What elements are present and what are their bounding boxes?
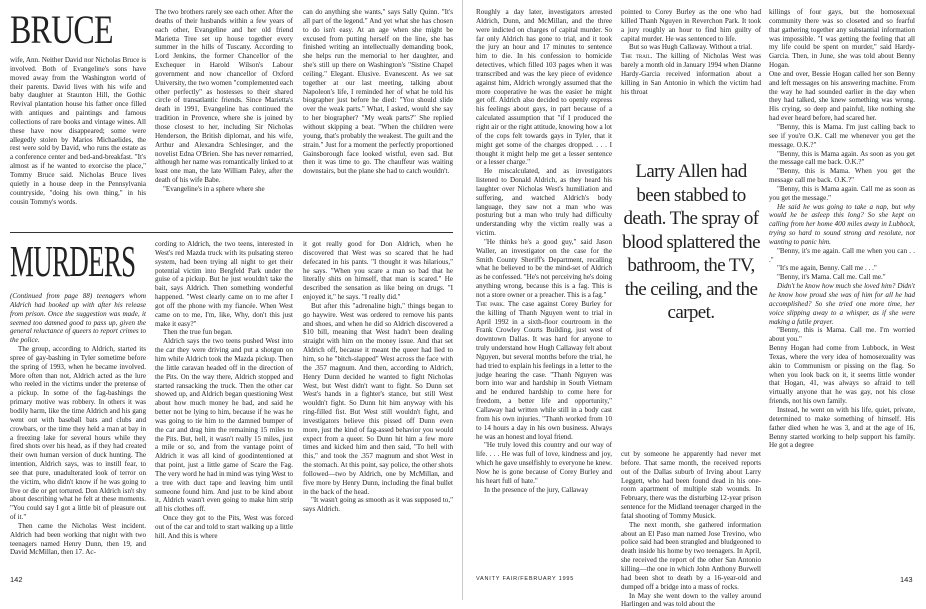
- right-col2-section-trail: [621, 52, 761, 96]
- right-col3-text-e: "Benny, this is Mama. When you get the message call me back. O.K.?": [769, 167, 915, 185]
- right-column-2-bottom: [621, 450, 761, 567]
- bruce-col2-text-b: "Evangeline's in a sphere where she: [155, 185, 293, 194]
- bruce-col2-text: The two brothers rarely see each other. After the deaths of their husbands within a few years of each other, Evangeline and her old friend Marietta Tree set up house together every summer in the hills of Tuscany. According to Lord Jenkins, the former Chancellor of the Exchequer in Harold Wilson's Labour government and now chancellor of Oxford University, the two women "complemented each other perfectly" as hostesses to their shared circle of transatlantic friends. Since Marietta's death in 1991, Evangeline has continued the tradition in Provence, where she is joined by those closest to her, including Sir Nicholas Henderson, the British diplomat, and his wife, Arthur and Alexandra Schlesinger, and the novelist Edna O'Brien. She has never remarried, although her name was romantically linked to at least one man, the late William Paley, after the death of his wife Babe.: [155, 8, 293, 185]
- right-col2-text-d: cut by someone he apparently had never met before. That same month, the received reports out of the Dallas suburb of Irving about Larry Leggett, who had been found dead in his one-room apartment of multiple stab wounds. In February, there was the disturbing 12-year prison sentence for the Midland teenager charged in the fatal shooting of Tommy Musick.: [621, 450, 761, 521]
- murders-heading: MURDERS: [10, 240, 135, 284]
- murders-column-1: [10, 292, 146, 567]
- bruce-heading: BRUCE: [10, 10, 113, 50]
- section-divider: [10, 232, 453, 233]
- right-col2-text-b: But so was Hugh Callaway. Without a trial.: [621, 43, 761, 52]
- right-col3-text-c: "Benny, this is Mama. I'm just calling back to see if you're O.K. Call me whenever you get the message. O.K.?": [769, 123, 915, 150]
- right-col3-text-f: "Benny, this is Mama again. Call me as soon as you get the message.": [769, 185, 915, 203]
- murders-col3-text: it got really good for Don Aldrich, when he discovered that West was so scared that he had defecated in his pants. "I thought it was hilarious," he says. "When you scare a man so bad that he literally shits on himself, that man is scared." He described the sensation as like being on drugs. "I enjoyed it," he says. "I really did.": [303, 240, 453, 302]
- right-col2-text-a: pointed to Corey Burley as the one who had killed Thanh Nguyen in Reverchon Park. It took a jury roughly an hour to find him guilty of capital murder. He was sentenced to life.: [621, 8, 761, 43]
- right-col3-text-n: Instead, he went on with his life, quiet, private, determined to make something of himself. His father died when he was 3, and at the age of 16, Benny started working to help support his family. He got a degree: [769, 406, 915, 450]
- right-column-1: [476, 8, 612, 567]
- murders-col1-text-b: The group, according to Aldrich, started its spree of gay-bashing in Tyler sometime before the spring of 1993, when he became involved. More often than not, Aldrich acted as the lure who reeled in the victims under the pretense of a pickup. In some of the fag-bashings the primary motive was robbery. In others it was bodily harm, like the time Aldrich and his gang went out with baseball bats and clubs and crowbars, or the time they held a man at bay in a freezing lake for several hours while they fired shots over his head, as if they had created their own human version of duck hunting. The intention, Aldrich says, was to instill fear, to see that pure, unadulterated look of terror on the victim, who didn't know if he was going to live or die or get tortured. Don Aldrich isn't shy about describing what he felt at these moments. "You could say I got a little bit of pleasure out of it.": [10, 345, 146, 522]
- page-number-left: 142: [10, 575, 23, 584]
- right-page: [463, 0, 926, 600]
- right-col2-text-e: The next month, she gathered information about an El Paso man named Jose Trevino, who police said had been strangled and bludgeoned to death inside his home by two teenagers. In April, she received the report of the other San Antonio killing—the one in which John Anthony Burwell had been shot to death by a 16-year-old and dumped off a bridge into a mass of rocks.: [621, 521, 761, 592]
- right-column-2-top: [621, 8, 761, 158]
- murders-column-2: [155, 240, 293, 567]
- murders-col3-text-b: But after this "adrenaline high," things began to go haywire. West was ordered to remove his pants and shoes, and when he did so Aldrich discovered a $10 bill, meaning that West hadn't been dealing straight with him on the money issue. And that set Aldrich off, because it meant the queer had lied to him, so he "bitch-slapped" West across the face with the .357 magnum. And then, according to Aldrich, Henry Dunn decided he wanted to fight Nicholas West, but West didn't want to fight. So Dunn set West's hands in a fighter's stance, but still West wouldn't fight. So Dunn hit him anyway with his ring-filled fist. But West still wouldn't fight, and investigators believe this pissed off Dunn even more, just the kind of fag-assed behavior you would expect from a queer. So Dunn hit him a few more times and kicked him and then said, "To hell with this," and took the .357 magnum and shot West in the stomach. At this point, say police, the other shots followed—two by Aldrich, one by McMillan, and five more by Henry Dunn, including the final bullet in the back of the head.: [303, 302, 453, 497]
- right-col1-text-e: "He truly loved this country and our way of life. . . . He was full of love, kindness and joy, which he gave unselfishly to everyone he knew. Now he is gone because of Corey Burley and his heart full of hate.": [476, 441, 612, 485]
- right-col1-text-f: In the presence of the jury, Callaway: [476, 486, 612, 495]
- right-col1-text-b: He miscalculated, and as investigators listened to Donald Aldrich, as they heard his laughter over Nicholas West's humiliation and suffering, and watched Aldrich's body language, they saw not a man who was posturing but a man who truly had difficulty understanding why the victim really was a victim.: [476, 167, 612, 238]
- right-col1-section-park: [476, 300, 612, 442]
- murders-col1-text-c: Then came the Nicholas West incident. Aldrich had been working that night with two teenagers named Henry Dunn, then 19, and David McMillan, then 17. Ac-: [10, 522, 146, 557]
- right-col3-text-j: "Benny, it's Mama. Call me. Call me.": [769, 273, 915, 282]
- page-number-right: 143: [900, 575, 913, 584]
- issue-footer: VANITY FAIR/FEBRUARY 1995: [476, 576, 574, 582]
- murders-col3-text-c: "It wasn't going as smooth as it was supposed to," says Aldrich.: [303, 496, 453, 514]
- right-col3-text-d: "Benny, this is Mama again. As soon as you get the message call me back. O.K.?": [769, 150, 915, 168]
- right-column-3: [769, 8, 915, 567]
- murders-col2-text-c: Aldrich says the two teens pushed West into the car they were driving and put a shotgun on him while Aldrich took the Mazda pickup. Then the little caravan headed off in the direction of the Pits. On the way there, Aldrich stopped and started ransacking the truck. Then the other car showed up, and Aldrich began questioning West about how much money he had, and said he better not be lying to him, because if he was he was going to tie him to the damned bumper of the car and drag him the remaining 15 miles to the Pits. But, hell, it wasn't really 15 miles, just a mile or so, and from the vantage point of Aldrich it was all kind of goodintentioned at that point, just a little game of Scare the Fag. The very word he had in mind was tying West to a tree with duct tape and leaving him until someone found him. And just to be kind about it, Aldrich wasn't even going to make him strip all his clothes off.: [155, 337, 293, 514]
- right-col3-text-l: "Benny, this is Mama. Call me. I'm worried about you.": [769, 326, 915, 344]
- murders-col2-text-b: Then the true fun began.: [155, 328, 293, 337]
- right-col3-text-b: One and over, Bessie Hogan called her son Benny and left messages on his answering machine. From the way he had sounded earlier in the day when they had talked, she knew something was wrong. His crying, so deep and painful, like nothing she had ever heard before, had scared her.: [769, 70, 915, 123]
- murders-col1-text-a: (Continued from page 88) teenagers whom Aldrich had hooked up with after his release from prison. Once the suggestion was made, it seemed too damned good to pass up, given the general reluctance of queers to report crimes to the police.: [10, 292, 146, 345]
- bruce-column-2: [155, 8, 293, 224]
- right-col1-text-c: "He thinks he's a good guy," said Jason Waller, an investigator on the case for the Smith County Sheriff's Department, recalling what he believed to be the mind-set of Aldrich as he confessed. "He's not perceiving he's doing anything wrong, because this is a fag. This is not a store owner or a preacher. This is a fag.": [476, 238, 612, 300]
- bruce-col3-text: can do anything she wants," says Sally Quinn. "It's all part of the legend." And yet what she has chosen to do isn't easy. At an age when she might be excused from putting herself on the line, she has finished writing an intellectually demanding book, she helps run the memorial to her daughter, and she's still up there on Washington's "Sistine Chapel ceiling." Elegant. Elusive. Evanescent. As we sat together at our last meeting, talking about Napoleon's life, I reminded her of what he told his biographer just before he died: "You should slide over the weak parts." What, I asked, would she say to her biographer? "My weak parts?" She replied without skipping a beat. "When the children were young, that's probably the weakest. The guilt and the strain." Just for a moment the perfectly proportioned Gainsborough face looked wistful, even sad. But then it was time to go. The chauffeur was waiting downstairs, but the plane she had to catch wouldn't.: [303, 8, 453, 176]
- right-col1-text-a: Roughly a day later, investigators arrested Aldrich, Dunn, and McMillan, and the three were indicted on charges of capital murder. So far only Aldrich has gone to trial, and it took the jury an hour and 17 minutes to sentence him to die. In his confession to homicide detectives, which filled 103 pages when it was transcribed and was the key piece of evidence against him, Aldrich wrongly assumed that the more cooperative he was the easier he might get off. Aldrich also decided to openly express his feelings about gays, in part because of a calculated assumption that "if I produced the right air or the right attitude, knowing how a lot of the cops felt towards gays in Tyler, that it might get some of the charges dropped. . . . I thought it might help me get a lesser sentence or a lesser charge.": [476, 8, 612, 167]
- left-page: [0, 0, 462, 600]
- right-col3-text-g: He said he was going to take a nap, but why would he be asleep this long? So she kept on calling from her home 400 miles away in Lubbock, trying so hard to sound strong and resolute, not wanting to panic him.: [769, 203, 915, 247]
- murders-col2-text-d: Once they got to the Pits, West was forced out of the car and told to start walking up a little hill. And this is where: [155, 514, 293, 541]
- section-lead-park: The park.: [476, 300, 505, 308]
- right-col3-text-a: killings of four gays, but the homosexual community there was so closeted and so fearful that gathering together any substantial information was impossible. "I was getting the feeling that all my life could be spent on murder," said Hardy-Garcia. Then, in June, she was told about Benny Hogan.: [769, 8, 915, 70]
- bruce-col1-text: wife, Ann. Neither David nor Nicholas Bruce is involved. Both of Evangeline's sons have moved away from the Washington world of their parents. David lives with his wife and baby daughter at Staunton Hill, the Gothic Revival plantation house his father once filled with antiques and paintings and famous collections of rare books and vintage wines. All these have now disappeared; some were allegedly stolen by Marios Michaelides, the rest were sold by David, who runs the estate as a conference center and bed-and-breakfast. "It's almost as if he wanted to exorcise the place," Tommy Bruce said. Nicholas Bruce lives quietly in a house deep in the Pennsylvania countryside, "doing his own thing," in his cousin Tommy's words.: [10, 56, 146, 206]
- murders-col2-text: cording to Aldrich, the two teens, interested in West's red Mazda truck with its pulsating stereo system, had been trying all night to get their potential victim into Bergfeld Park under the guise of a pickup. But he just wouldn't take the bait, says Aldrich. Then something wonderful happened. "West clearly came on to me after I got off the phone with my fiancée. When West came on to me, I'm, like, Why, don't this just make it easy?": [155, 240, 293, 328]
- pull-quote: Larry Allen had been stabbed to death. The spray of blood splattered the bathroom, the TV, the ceiling, and the carpet.: [621, 160, 761, 450]
- section-lead-trail: The trail.: [621, 52, 652, 60]
- right-col1-text-d: The case against Corey Burley for the killing of Thanh Nguyen went to trial in April 1992 in a sixth-floor courtroom in the Frank Crowley Courts Building, just west of downtown Dallas. It was hard for anyone to truly understand how Hugh Callaway felt about Nguyen, but several months before the trial, he had tried to explain his feelings in a letter to the judge hearing the case. "Thanh Nguyen was born into war and hardship in South Vietnam and he endured hardship to come here for freedom, a better life and opportunity," Callaway had written while still in a body cast from his own injuries. "Thanh worked from 10 to 14 hours a day in his own business. Always he was an honest and loyal friend.: [476, 300, 612, 441]
- right-col3-text-m: Benny Hogan had come from Lubbock, in West Texas, where the very idea of homosexuality was akin to Communism or pissing on the flag. So when you look back on it, it seems little wonder that Hogan, 41, was always so afraid to tell virtually anyone that he was gay, not his close friends, not his own family.: [769, 344, 915, 406]
- right-col2-text-f: In May she went down to the valley around Harlingen and was told about the: [621, 592, 761, 609]
- murders-column-3: [303, 240, 453, 567]
- bruce-column-1: [10, 56, 146, 261]
- right-col3-text-h: "Benny, it's me again. Call me when you can . . .": [769, 247, 915, 265]
- right-col3-text-i: "It's me again, Benny. Call me . . .": [769, 264, 915, 273]
- bruce-column-3: [303, 8, 453, 224]
- right-col3-text-k: Didn't he know how much she loved him? Didn't he know how proud she was of him for all he had accomplished? So she tried one more time, her voice slipping away to a whisper, as if she were making a futile prayer.: [769, 282, 915, 326]
- right-col2-text-c: The killing of Nicholas West was barely a month old in January 1994 when Dianne Hardy-Garcia received information about a killing in San Antonio in which the victim had his throat: [621, 52, 761, 95]
